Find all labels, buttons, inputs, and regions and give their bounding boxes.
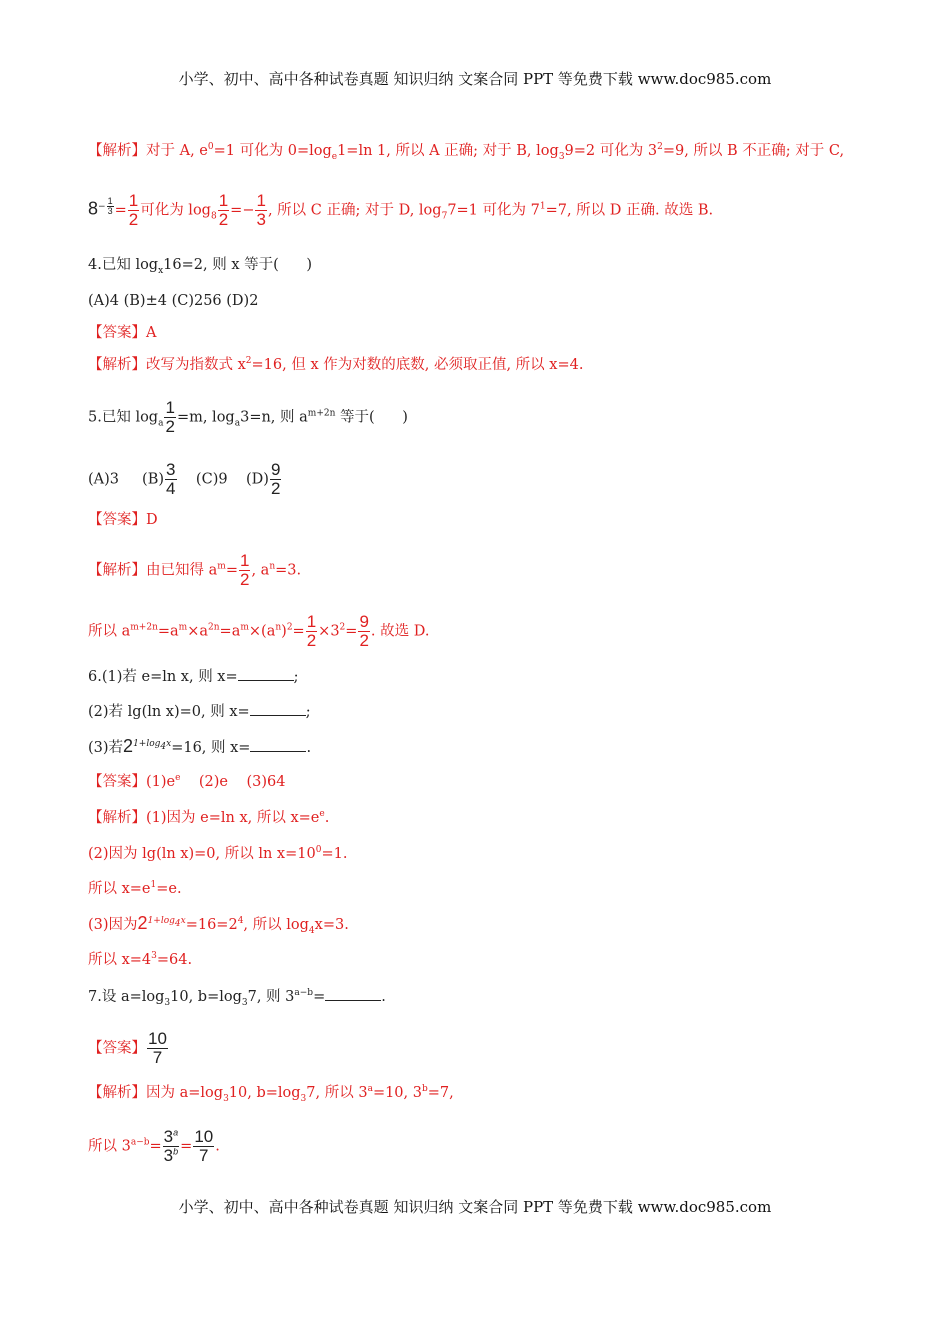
q4-analysis: 【解析】改写为指数式 $x^2=16$, 但 x 作为对数的底数, 必须取正值, 所以 x=4. <box>88 356 584 373</box>
q4-answer: 【答案】A <box>88 325 157 341</box>
q6-blank-3[interactable] <box>250 737 306 752</box>
q5-analysis-2: 所以 $a^{m+2n}=a^m\times a^{2n}=a^m\times(a^n)^2=$ $\frac{1}{2}$ $\times 3^2=$ $\frac{9}{2}$ . 故选 D. <box>88 612 430 650</box>
q5-analysis-1: 【解析】由已知得 $a^m=$ $\frac{1}{2}$ , $a^n=3$. <box>88 551 302 589</box>
page-header: 小学、初中、高中各种试卷真题 知识归纳 文案合同 PPT 等免费下载 www.doc985.com <box>178 70 772 88</box>
q5-stem: 5.已知 $\log_a$ $\frac{1}{2}$ =m, $\log_a3=n$, 则 $a^{m+2n}$ 等于( ) <box>88 398 408 436</box>
q6-analysis-2: (2)因为 lg(ln x)=0, 所以 $\ln x=10^0=1$. <box>88 845 348 862</box>
q6-analysis-3: 所以 $x=e^1=e$. <box>88 880 182 897</box>
q6-blank-1[interactable] <box>238 666 294 681</box>
q7-stem: 7.设 $a=\log_310$, $b=\log_37$, 则 $3^{a-b}=$ . <box>88 986 386 1007</box>
q3-analysis-line2: $8^{- \frac{1}{3}}$ = $\frac{1}{2}$ 可化为 $\log_8$ $\frac{1}{2}$ =− $\frac{1}{3}$ , 所以 C 正确; 对于 D, $\log_77=1$ 可化为 $7^1=7$, 所以 D 正确. 故选 B. <box>88 191 714 229</box>
q6-analysis-1: 【解析】(1)因为 e=ln x, 所以 $x=e^e$. <box>88 809 330 826</box>
q6-part3: (3)若$2^{1+log_4x}=16$, 则 x= . <box>88 736 312 756</box>
analysis-tag: 【解析】 <box>88 143 146 159</box>
q6-answer: 【答案】$(1)e^e$ (2)e (3)64 <box>88 773 286 790</box>
q7-analysis-1: 【解析】因为 $a=\log_310$, $b=\log_37$, 所以 $3^a=10$, $3^b=7$, <box>88 1084 454 1104</box>
q5-answer: 【答案】D <box>88 512 158 528</box>
page-footer: 小学、初中、高中各种试卷真题 知识归纳 文案合同 PPT 等免费下载 www.doc985.com <box>178 1198 772 1216</box>
q6-blank-2[interactable] <box>250 701 306 716</box>
q6-part2: (2)若 lg(ln x)=0, 则 x= ; <box>88 701 311 722</box>
q7-blank[interactable] <box>325 986 381 1001</box>
q5-options: (A)3 (B) $\frac{3}{4}$ (C)9 (D) $\frac{9}{2}$ <box>88 460 281 498</box>
q6-part1: 6.(1)若 e=ln x, 则 x= ; <box>88 666 299 687</box>
q6-analysis-5: 所以 $x=4^3=64$. <box>88 951 193 968</box>
q4-stem: 4.已知 $\log_x16=2$, 则 x 等于( ) <box>88 257 313 276</box>
q7-analysis-2: 所以 $3^{a-b}=$ $\frac{3^a}{3^b}$ = $\frac{10}{7}$ . <box>88 1127 220 1165</box>
q3-analysis-line1: 【解析】对于 A, $e^0=1$ 可化为 $0=\log_e1=\ln$ 1, 所以 A 正确; 对于 B, $\log_39=2$ 可化为 $3^2=9$, 所以 B 不正确; 对于 C, <box>88 142 845 162</box>
q4-options: (A)4 (B)±4 (C)256 (D)2 <box>88 293 259 309</box>
q6-analysis-4: (3)因为$2^{1+log_4x}=16=2^4$, 所以 $\log_4x=3$. <box>88 913 349 936</box>
q7-answer: 【答案】 $\frac{10}{7}$ <box>88 1029 167 1067</box>
